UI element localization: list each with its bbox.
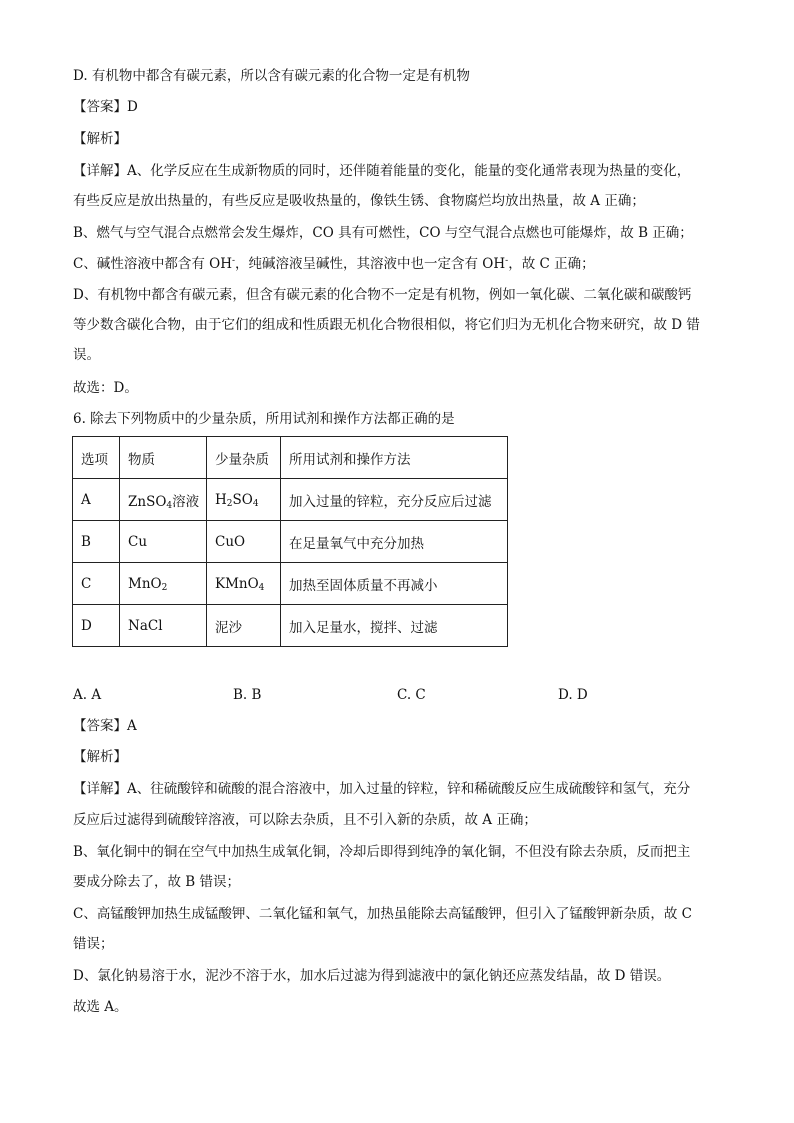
header-cell: 少量杂质 xyxy=(207,437,281,479)
option-cell: C xyxy=(73,563,120,605)
q6-conclusion: 故选 A。 xyxy=(73,999,128,1015)
substance-cell: Cu xyxy=(120,521,207,563)
prev-conclusion: 故选：D。 xyxy=(73,380,138,396)
substance-cell: NaCl xyxy=(120,605,207,647)
substance-cell: MnO$_2$ xyxy=(120,563,207,605)
prev-detail-line-oh: C、碱性溶液中都含有 OH-，纯碱溶液呈碱性，其溶液中也一定含有 OH-，故 C 正确； xyxy=(73,256,595,272)
method-cell: 加热至固体质量不再减小 xyxy=(281,563,508,605)
header-cell: 所用试剂和操作方法 xyxy=(281,437,508,479)
prev-analysis-heading: 【解析】 xyxy=(73,131,127,147)
method-cell: 在足量氧气中充分加热 xyxy=(281,521,508,563)
q6-detail-line: 要成分除去了，故 B 错误； xyxy=(73,874,241,890)
impurity-cell: 泥沙 xyxy=(207,605,281,647)
prev-detail-line: D、有机物中都含有碳元素，但含有碳元素的化合物不一定是有机物，例如一氧化碳、二氧化碳和碳酸钙 xyxy=(73,287,692,303)
q6-detail-line: 【详解】A、往硫酸锌和硫酸的混合溶液中，加入过量的锌粒，锌和稀硫酸反应生成硫酸锌和氢气，充分 xyxy=(73,781,691,797)
header-cell: 选项 xyxy=(73,437,120,479)
q6-detail-line: 错误； xyxy=(73,936,114,952)
choice-b: B. B xyxy=(233,687,262,703)
q6-detail-line: C、高锰酸钾加热生成锰酸钾、二氧化锰和氧气，加热虽能除去高锰酸钾，但引入了锰酸钾新杂质，故 C xyxy=(73,906,692,922)
table-row xyxy=(73,479,508,521)
impurity-cell: $H_2SO_4$ xyxy=(207,479,281,521)
table-row xyxy=(73,563,508,605)
option-cell: D xyxy=(73,605,120,647)
choice-a: A. A xyxy=(73,687,102,703)
method-cell: 加入足量水，搅拌、过滤 xyxy=(281,605,508,647)
q6-detail-line: D、氯化钠易溶于水，泥沙不溶于水，加水后过滤为得到滤液中的氯化钠还应蒸发结晶，故 D 错误。 xyxy=(73,968,671,984)
choice-d: D. D xyxy=(558,687,588,703)
prev-option-d: D. 有机物中都含有碳元素，所以含有碳元素的化合物一定是有机物 xyxy=(73,68,470,84)
option-cell: B xyxy=(73,521,120,563)
question-6-stem: 6. 除去下列物质中的少量杂质，所用试剂和操作方法都正确的是 xyxy=(73,411,455,427)
table-header-row xyxy=(73,437,508,479)
prev-detail-line: 等少数含碳化合物，由于它们的组成和性质跟无机化合物很相似，将它们归为无机化合物来研究，故 D 错 xyxy=(73,317,700,333)
table-row xyxy=(73,521,508,563)
prev-detail-line: 【详解】A、化学反应在生成新物质的同时，还伴随着能量的变化，能量的变化通常表现为热量的变化， xyxy=(73,163,691,179)
prev-detail-line: 有些反应是放出热量的，有些反应是吸收热量的，像铁生锈、食物腐烂均放出热量，故 A 正确； xyxy=(73,193,645,209)
prev-detail-line: 误。 xyxy=(73,347,100,363)
table-row xyxy=(73,605,508,647)
q6-answer: 【答案】A xyxy=(73,718,137,734)
method-cell: 加入过量的锌粒，充分反应后过滤 xyxy=(281,479,508,521)
q6-analysis-heading: 【解析】 xyxy=(73,749,127,765)
impurity-cell: KMnO$_4$ xyxy=(207,563,281,605)
header-cell: 物质 xyxy=(120,437,207,479)
q6-detail-line: 反应后过滤得到硫酸锌溶液，可以除去杂质，且不引入新的杂质，故 A 正确； xyxy=(73,812,537,828)
option-cell: A xyxy=(73,479,120,521)
substance-cell: ZnSO$_4$溶液 xyxy=(120,479,207,521)
options-table xyxy=(72,436,508,647)
prev-answer: 【答案】D xyxy=(73,99,138,115)
prev-detail-line: B、燃气与空气混合点燃常会发生爆炸，CO 具有可燃性，CO 与空气混合点燃也可能爆炸，故 B 正确； xyxy=(73,225,693,241)
impurity-cell: CuO xyxy=(207,521,281,563)
q6-detail-line: B、氧化铜中的铜在空气中加热生成氧化铜，冷却后即得到纯净的氧化铜，不但没有除去杂质，反而把主 xyxy=(73,844,691,860)
choice-c: C. C xyxy=(397,687,426,703)
